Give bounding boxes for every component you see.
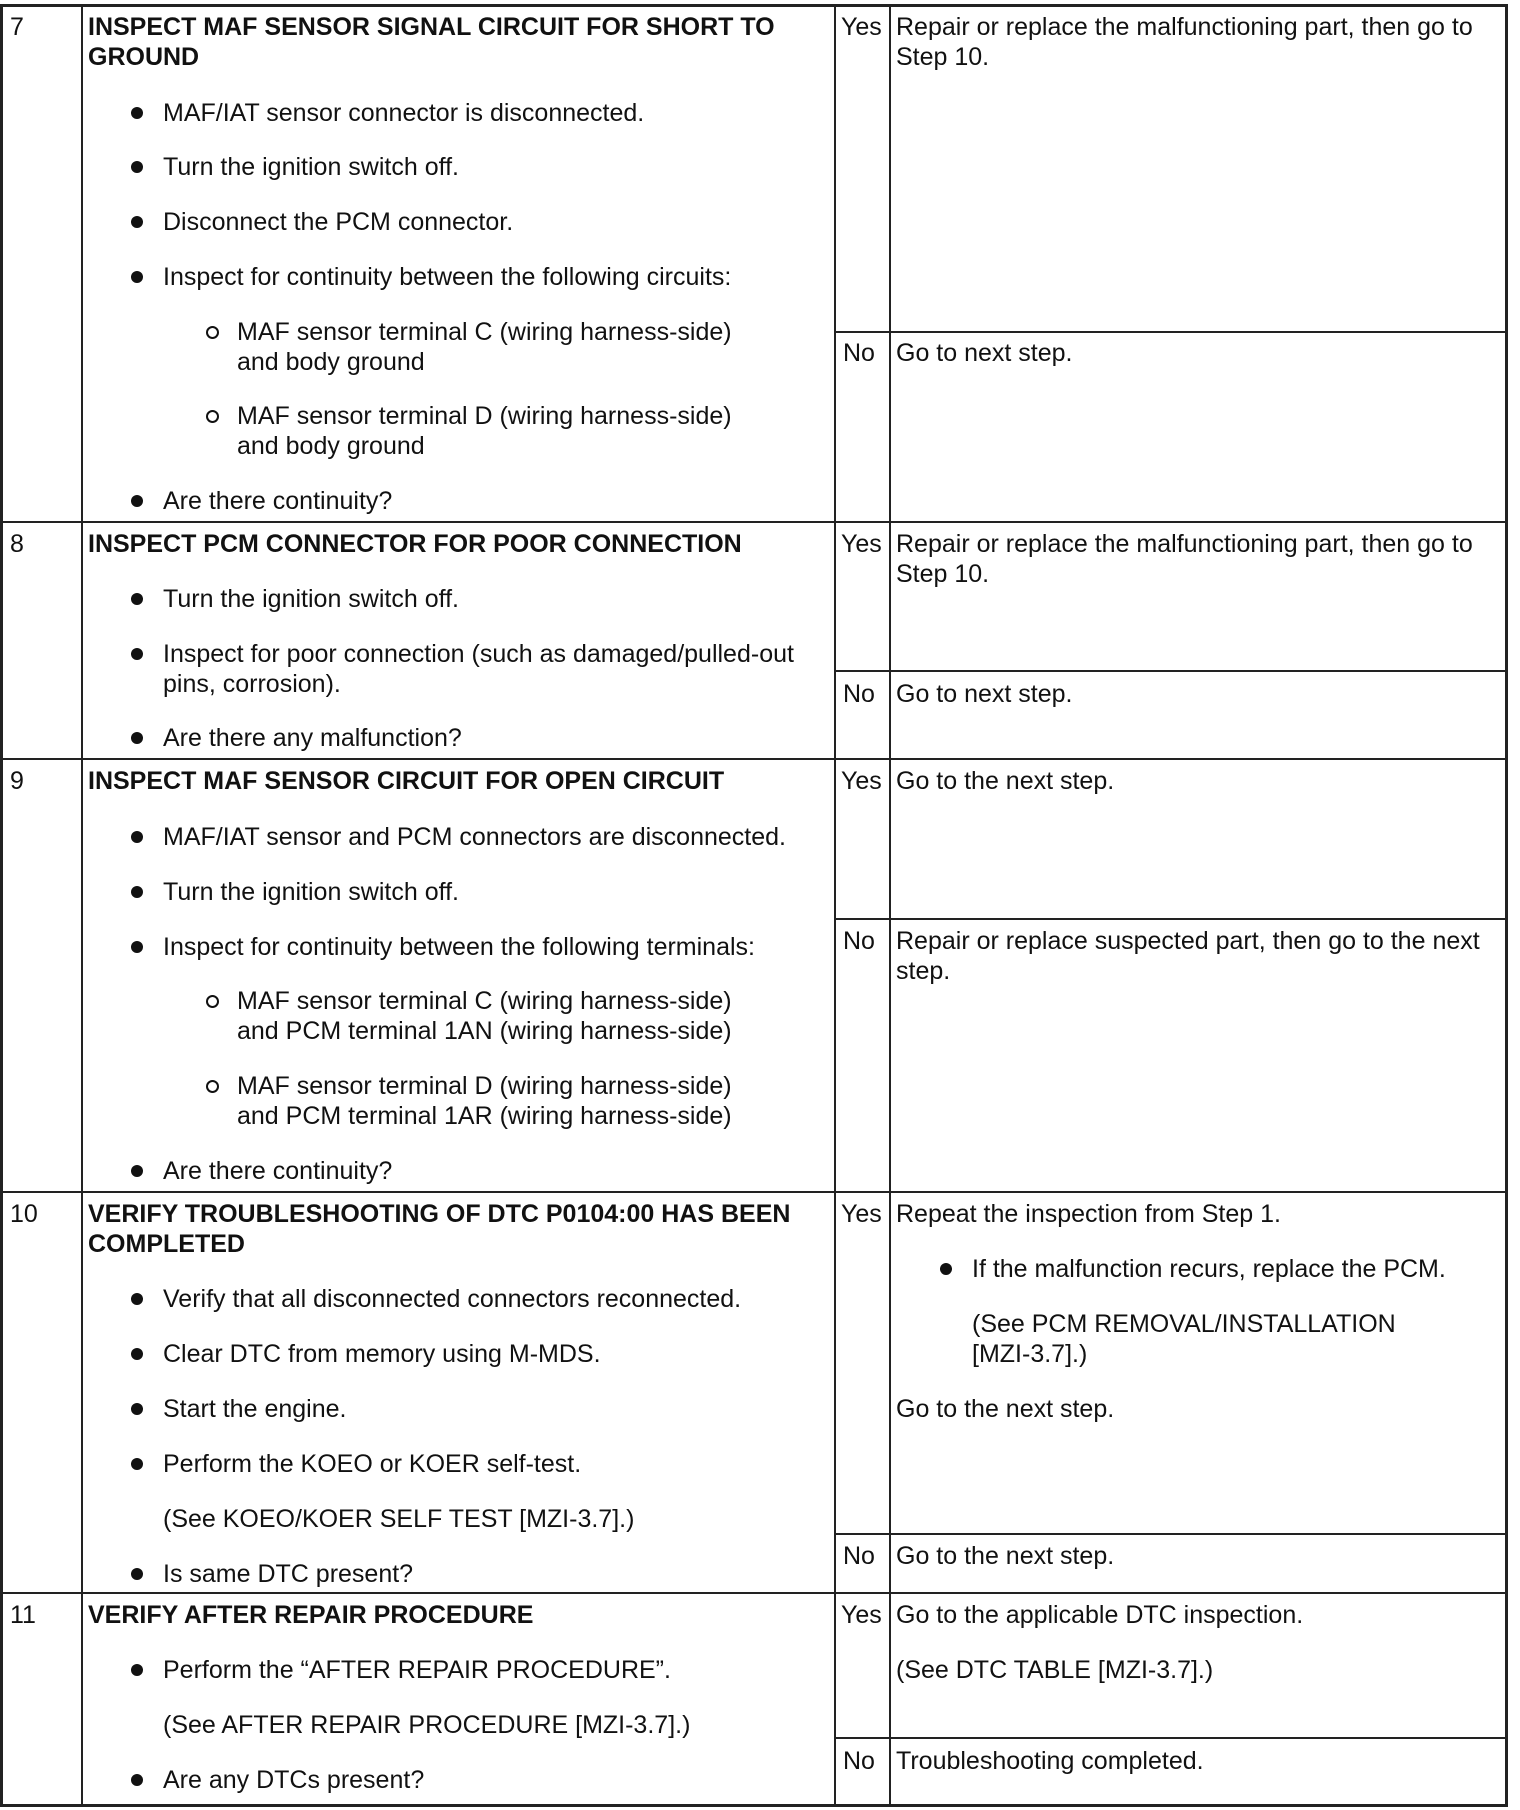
yes-result: Repair or replace the malfunctioning part, then go to — [896, 13, 1473, 41]
bullet-icon — [131, 1293, 143, 1305]
no-result: Troubleshooting completed. — [896, 1747, 1204, 1775]
yes-label: Yes — [841, 1601, 882, 1629]
yes-result: Step 10. — [896, 560, 990, 588]
step-number: 7 — [10, 13, 24, 41]
sub-list-item: MAF sensor terminal C (wiring harness-side) — [237, 318, 732, 346]
bullet-icon — [131, 886, 143, 898]
no-result: step. — [896, 957, 951, 985]
bullet-icon — [131, 271, 143, 283]
list-item: Are there continuity? — [163, 487, 393, 515]
bullet-icon — [131, 495, 143, 507]
bullet-icon — [131, 1664, 143, 1676]
no-label: No — [843, 680, 875, 708]
yes-label: Yes — [841, 767, 882, 795]
reference-note: (See DTC TABLE [MZI-3.7].) — [896, 1656, 1214, 1684]
no-result: Go to next step. — [896, 680, 1073, 708]
yes-result: If the malfunction recurs, replace the PCM. — [972, 1255, 1446, 1283]
list-item: Turn the ignition switch off. — [163, 585, 459, 613]
bullet-icon — [131, 1403, 143, 1415]
no-label: No — [843, 1542, 875, 1570]
column-divider-number — [81, 4, 83, 1807]
table-border-right — [1505, 4, 1508, 1807]
step-title: INSPECT MAF SENSOR CIRCUIT FOR OPEN CIRCUIT — [88, 767, 725, 795]
no-label: No — [843, 927, 875, 955]
step-title: INSPECT PCM CONNECTOR FOR POOR CONNECTION — [88, 530, 742, 558]
bullet-icon — [131, 1568, 143, 1580]
sub-list-item: MAF sensor terminal D (wiring harness-side) — [237, 1072, 732, 1100]
bullet-icon — [131, 1458, 143, 1470]
step-title: GROUND — [88, 43, 200, 71]
reference-note: (See AFTER REPAIR PROCEDURE [MZI-3.7].) — [163, 1711, 691, 1739]
sub-bullet-icon — [206, 995, 219, 1008]
reference-note: [MZI-3.7].) — [972, 1340, 1088, 1368]
bullet-icon — [131, 216, 143, 228]
row-divider — [0, 521, 1508, 523]
yes-no-divider — [834, 1533, 1508, 1535]
bullet-icon — [131, 593, 143, 605]
list-item: Perform the KOEO or KOER self-test. — [163, 1450, 582, 1478]
bullet-icon — [131, 1348, 143, 1360]
no-result: Repair or replace suspected part, then go to the next — [896, 927, 1480, 955]
no-label: No — [843, 1747, 875, 1775]
sub-list-item: and PCM terminal 1AR (wiring harness-side) — [237, 1102, 732, 1130]
sub-bullet-icon — [206, 326, 219, 339]
yes-no-divider — [834, 331, 1508, 333]
step-number: 9 — [10, 767, 24, 795]
step-title: VERIFY TROUBLESHOOTING OF DTC P0104:00 HAS BEEN — [88, 1200, 791, 1228]
step-title: INSPECT MAF SENSOR SIGNAL CIRCUIT FOR SHORT TO — [88, 13, 775, 41]
reference-note: (See PCM REMOVAL/INSTALLATION — [972, 1310, 1396, 1338]
column-divider-result — [889, 4, 891, 1807]
list-item: Are there continuity? — [163, 1157, 393, 1185]
yes-no-divider — [834, 918, 1508, 920]
bullet-icon — [131, 941, 143, 953]
list-item: Turn the ignition switch off. — [163, 878, 459, 906]
bullet-icon — [131, 732, 143, 744]
reference-note: (See KOEO/KOER SELF TEST [MZI-3.7].) — [163, 1505, 635, 1533]
sub-bullet-icon — [206, 410, 219, 423]
yes-result: Go to the next step. — [896, 767, 1115, 795]
yes-label: Yes — [841, 530, 882, 558]
list-item: pins, corrosion). — [163, 670, 341, 698]
table-border-bottom — [0, 1804, 1508, 1807]
table-border-left — [0, 4, 3, 1807]
no-label: No — [843, 339, 875, 367]
sub-list-item: and body ground — [237, 348, 425, 376]
sub-bullet-icon — [206, 1080, 219, 1093]
list-item: Are there any malfunction? — [163, 724, 462, 752]
yes-result: Repair or replace the malfunctioning part, then go to — [896, 530, 1473, 558]
row-divider — [0, 1191, 1508, 1193]
list-item: Inspect for poor connection (such as damaged/pulled-out — [163, 640, 794, 668]
list-item: Inspect for continuity between the following circuits: — [163, 263, 732, 291]
list-item: Is same DTC present? — [163, 1560, 414, 1588]
bullet-icon — [131, 107, 143, 119]
row-divider — [0, 1592, 1508, 1594]
list-item: Start the engine. — [163, 1395, 347, 1423]
bullet-icon — [131, 1774, 143, 1786]
bullet-icon — [131, 161, 143, 173]
yes-result: Go to the applicable DTC inspection. — [896, 1601, 1304, 1629]
list-item: Perform the “AFTER REPAIR PROCEDURE”. — [163, 1656, 671, 1684]
list-item: Verify that all disconnected connectors reconnected. — [163, 1285, 742, 1313]
row-divider — [0, 758, 1508, 760]
step-title: COMPLETED — [88, 1230, 245, 1258]
bullet-icon — [131, 1165, 143, 1177]
sub-list-item: MAF sensor terminal C (wiring harness-side) — [237, 987, 732, 1015]
step-number: 10 — [10, 1200, 38, 1228]
sub-list-item: and body ground — [237, 432, 425, 460]
yes-label: Yes — [841, 13, 882, 41]
bullet-icon — [131, 831, 143, 843]
list-item: Turn the ignition switch off. — [163, 153, 459, 181]
yes-result: Go to the next step. — [896, 1395, 1115, 1423]
sub-list-item: and PCM terminal 1AN (wiring harness-side) — [237, 1017, 732, 1045]
list-item: Clear DTC from memory using M-MDS. — [163, 1340, 601, 1368]
sub-list-item: MAF sensor terminal D (wiring harness-side) — [237, 402, 732, 430]
list-item: Disconnect the PCM connector. — [163, 208, 514, 236]
bullet-icon — [131, 648, 143, 660]
table-border-top — [0, 4, 1508, 7]
yes-result: Repeat the inspection from Step 1. — [896, 1200, 1281, 1228]
yes-result: Step 10. — [896, 43, 990, 71]
column-divider-action — [834, 4, 836, 1807]
no-result: Go to the next step. — [896, 1542, 1115, 1570]
yes-label: Yes — [841, 1200, 882, 1228]
list-item: MAF/IAT sensor and PCM connectors are disconnected. — [163, 823, 786, 851]
list-item: Are any DTCs present? — [163, 1766, 425, 1794]
bullet-icon — [940, 1263, 952, 1275]
yes-no-divider — [834, 670, 1508, 672]
step-title: VERIFY AFTER REPAIR PROCEDURE — [88, 1601, 534, 1629]
step-number: 8 — [10, 530, 24, 558]
step-number: 11 — [10, 1601, 36, 1629]
yes-no-divider — [834, 1737, 1508, 1739]
list-item: Inspect for continuity between the following terminals: — [163, 933, 755, 961]
no-result: Go to next step. — [896, 339, 1073, 367]
list-item: MAF/IAT sensor connector is disconnected. — [163, 99, 645, 127]
